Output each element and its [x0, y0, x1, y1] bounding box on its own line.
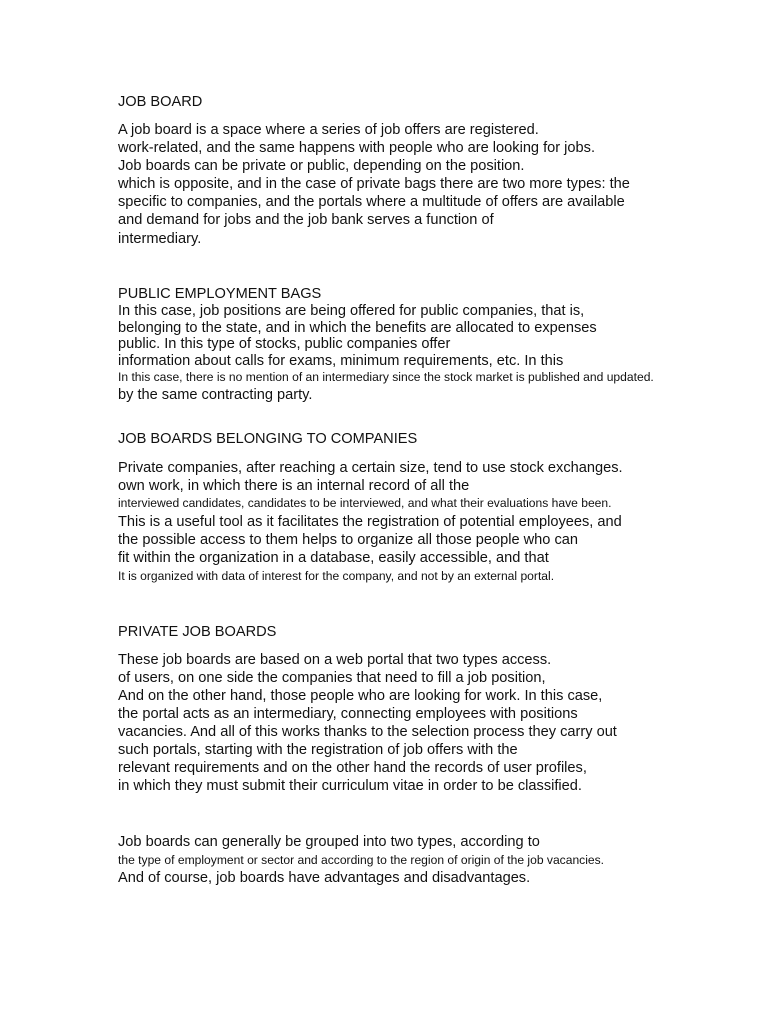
text-line: which is opposite, and in the case of private bags there are two more types: the — [118, 176, 630, 192]
text-line: Job boards can generally be grouped into two types, according to — [118, 834, 540, 850]
text-line: public. In this type of stocks, public companies offer — [118, 336, 451, 352]
text-line: of users, on one side the companies that need to fill a job position, — [118, 670, 546, 686]
text-line: In this case, job positions are being offered for public companies, that is, — [118, 303, 585, 319]
text-line: relevant requirements and on the other hand the records of user profiles, — [118, 760, 587, 776]
text-line: This is a useful tool as it facilitates the registration of potential employees, and — [118, 514, 622, 530]
text-line: A job board is a space where a series of job offers are registered. — [118, 122, 539, 138]
text-line: Private companies, after reaching a certain size, tend to use stock exchanges. — [118, 460, 623, 476]
text-line: And of course, job boards have advantages and disadvantages. — [118, 870, 531, 886]
text-line: It is organized with data of interest for the company, and not by an external portal. — [118, 569, 555, 583]
text-line: vacancies. And all of this works thanks to the selection process they carry out — [118, 724, 617, 740]
section-heading: JOB BOARDS BELONGING TO COMPANIES — [118, 431, 418, 447]
section-heading: JOB BOARD — [118, 94, 203, 110]
text-line: intermediary. — [118, 231, 202, 247]
text-line: by the same contracting party. — [118, 387, 313, 403]
section-heading: PUBLIC EMPLOYMENT BAGS — [118, 286, 322, 302]
text-line: belonging to the state, and in which the benefits are allocated to expenses — [118, 320, 597, 336]
text-line: information about calls for exams, minimum requirements, etc. In this — [118, 353, 564, 369]
text-line: And on the other hand, those people who are looking for work. In this case, — [118, 688, 603, 704]
text-line: and demand for jobs and the job bank serves a function of — [118, 212, 494, 228]
text-line: Job boards can be private or public, depending on the position. — [118, 158, 525, 174]
text-line: the possible access to them helps to organize all those people who can — [118, 532, 578, 548]
section-heading: PRIVATE JOB BOARDS — [118, 624, 277, 640]
text-line: fit within the organization in a database, easily accessible, and that — [118, 550, 549, 566]
text-line: work-related, and the same happens with people who are looking for jobs. — [118, 140, 596, 156]
text-line: In this case, there is no mention of an intermediary since the stock market is published and updated. — [118, 370, 654, 384]
text-line: in which they must submit their curriculum vitae in order to be classified. — [118, 778, 582, 794]
text-line: own work, in which there is an internal record of all the — [118, 478, 470, 494]
text-line: interviewed candidates, candidates to be interviewed, and what their evaluations have been. — [118, 496, 612, 510]
text-line: specific to companies, and the portals where a multitude of offers are available — [118, 194, 625, 210]
text-line: the type of employment or sector and according to the region of origin of the job vacancies. — [118, 853, 605, 867]
text-line: such portals, starting with the registration of job offers with the — [118, 742, 518, 758]
text-line: These job boards are based on a web portal that two types access. — [118, 652, 552, 668]
text-line: the portal acts as an intermediary, connecting employees with positions — [118, 706, 578, 722]
